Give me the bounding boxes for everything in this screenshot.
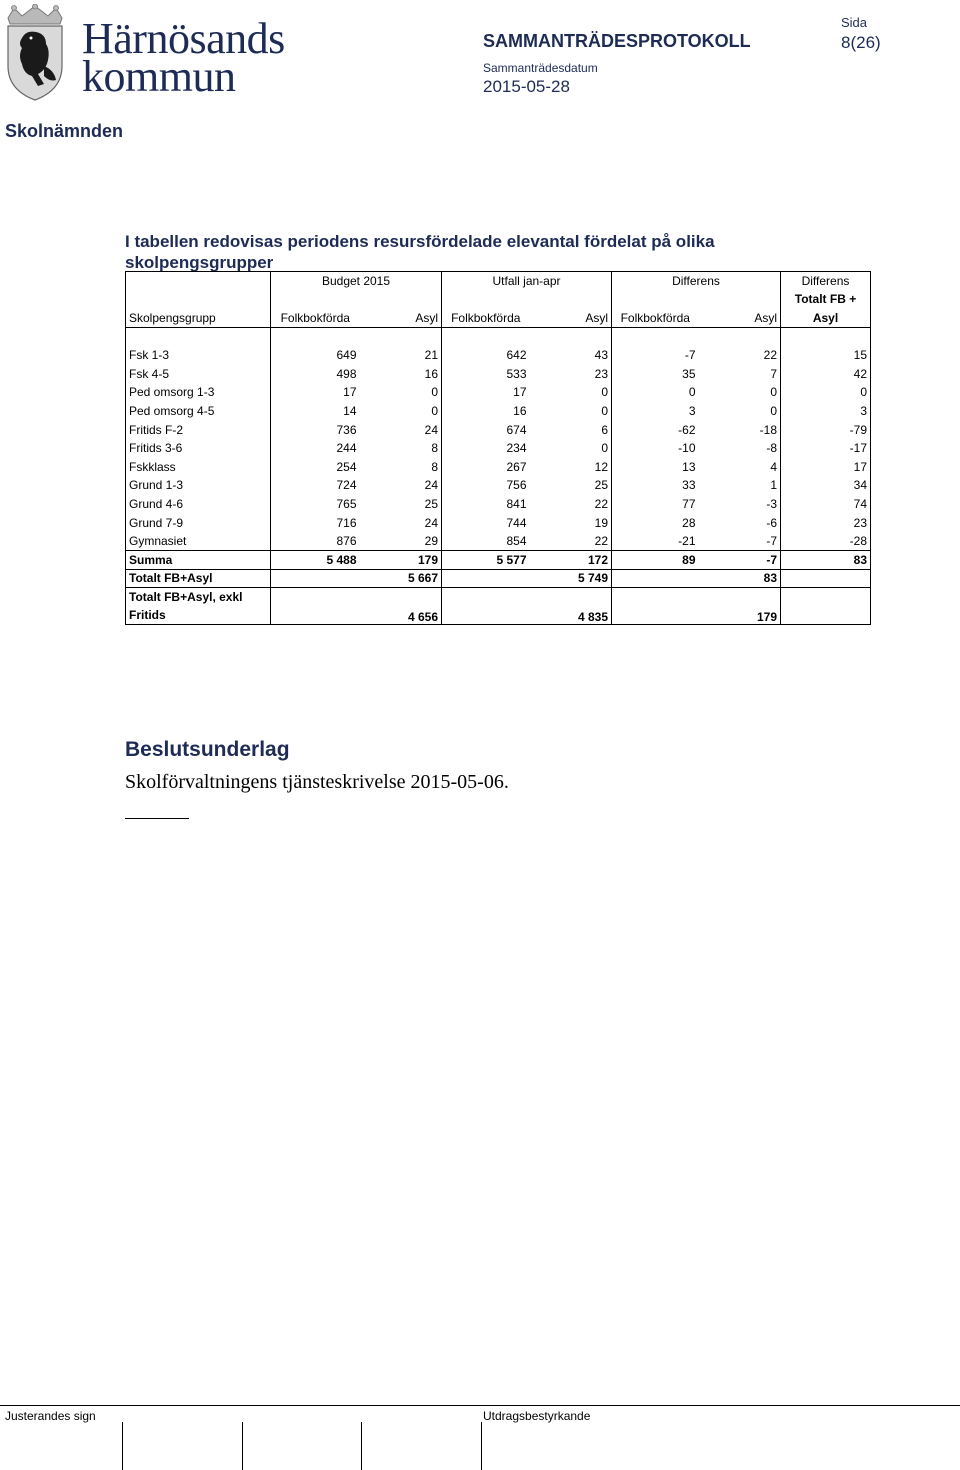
summa-value: 89 (612, 550, 699, 569)
page-number: 8(26) (841, 33, 881, 52)
row-value-cell: 23 (781, 513, 871, 532)
row-value-cell: 267 (506, 459, 527, 474)
header-difference-total-line2: Totalt FB + (781, 290, 871, 309)
meeting-date-value: 2015-05-28 (483, 77, 570, 96)
row-value-cell: -17 (781, 439, 871, 458)
row-value-cell: 34 (781, 476, 871, 495)
table-row (126, 457, 871, 476)
totalt-exkl-label-line1: Totalt FB+Asyl, exkl (129, 590, 243, 605)
row-value-cell: 674 (506, 422, 527, 437)
row-group-label: Grund 4-6 (126, 495, 271, 514)
row-value-cell: 21 (360, 346, 442, 365)
decision-basis-text: Skolförvaltningens tjänsteskrivelse 2015-05-06. (125, 771, 509, 793)
row-value-cell: 74 (781, 495, 871, 514)
summa-value: 5 577 (442, 550, 530, 569)
row-value-cell: 841 (506, 496, 527, 511)
row-group-label: Fsk 1-3 (126, 346, 271, 365)
row-group-label: Grund 7-9 (126, 513, 271, 532)
row-value-cell: 4 (699, 457, 781, 476)
totalt-exkl-label (126, 588, 271, 625)
row-value-cell: 649 (336, 348, 357, 363)
header-cell-empty (271, 290, 360, 309)
municipality-name-line1: Härnösands (82, 14, 285, 63)
column-header-group: Skolpengsgrupp (126, 309, 271, 328)
row-group-label: Fsk 4-5 (126, 364, 271, 383)
row-value-cell: 23 (530, 364, 612, 383)
summa-row (126, 550, 871, 569)
row-value-cell: 0 (699, 383, 781, 402)
row-value-cell: 22 (530, 532, 612, 551)
row-group-label: Ped omsorg 1-3 (126, 383, 271, 402)
row-value-cell: 254 (336, 459, 357, 474)
municipality-name-line2: kommun (82, 52, 236, 101)
row-value-cell: 8 (360, 439, 442, 458)
row-value-cell: 22 (530, 495, 612, 514)
row-value-cell: 35 (682, 366, 696, 381)
row-value-cell: 12 (530, 457, 612, 476)
row-group-label: Fskklass (126, 457, 271, 476)
row-value-cell: 42 (781, 364, 871, 383)
row-value-cell: 17 (343, 385, 357, 400)
row-value-cell: -62 (678, 422, 696, 437)
totalt-exkl-value: 179 (612, 588, 781, 625)
column-header-budget-fb: Folkbokförda (271, 309, 360, 328)
summa-value: 5 488 (271, 550, 360, 569)
row-value-cell: 77 (682, 496, 696, 511)
row-value-cell: 756 (506, 478, 527, 493)
row-value-cell: 533 (506, 366, 527, 381)
totalt-exkl-value: 4 835 (442, 588, 612, 625)
row-value-cell: 765 (336, 496, 357, 511)
group-header-row (126, 272, 871, 291)
row-value-cell: -7 (699, 532, 781, 551)
summa-value: 83 (781, 550, 871, 569)
extract-certification-label: Utdragsbestyrkande (483, 1409, 591, 1423)
row-group-label: Fritids 3-6 (126, 439, 271, 458)
totalt-row (126, 569, 871, 588)
signature-box-divider (361, 1422, 362, 1470)
column-header-diff-fb: Folkbokförda (612, 309, 699, 328)
row-value-cell: 736 (336, 422, 357, 437)
row-value-cell: 0 (530, 439, 612, 458)
spacer-cell (699, 327, 781, 346)
spacer-cell (271, 327, 360, 346)
totalt-exkl-label-line2: Fritids (129, 608, 166, 623)
row-value-cell: 24 (360, 476, 442, 495)
committee-name: Skolnämnden (5, 121, 124, 141)
row-value-cell: 876 (336, 533, 357, 548)
signature-box-divider (122, 1422, 123, 1470)
row-value-cell: 0 (530, 402, 612, 421)
row-value-cell: 29 (360, 532, 442, 551)
row-value-cell: -10 (678, 441, 696, 456)
row-value-cell: 1 (699, 476, 781, 495)
decision-basis-heading: Beslutsunderlag (125, 738, 290, 761)
row-value-cell: 25 (360, 495, 442, 514)
row-value-cell: 13 (682, 459, 696, 474)
header-cell-empty (699, 290, 781, 309)
row-group-label: Grund 1-3 (126, 476, 271, 495)
row-value-cell: 24 (360, 513, 442, 532)
table-row (126, 383, 871, 402)
row-value-cell: 43 (530, 346, 612, 365)
row-value-cell: 0 (699, 402, 781, 421)
row-value-cell: -7 (684, 348, 696, 363)
spacer-cell (530, 327, 612, 346)
row-value-cell: -3 (699, 495, 781, 514)
row-value-cell: 17 (781, 457, 871, 476)
row-value-cell: 8 (360, 457, 442, 476)
row-value-cell: -18 (699, 420, 781, 439)
spacer-cell (442, 327, 530, 346)
spacer-cell (360, 327, 442, 346)
row-value-cell: 0 (781, 383, 871, 402)
header-cell-empty (126, 272, 271, 291)
spacer-row (126, 327, 871, 346)
footer-divider (0, 1405, 960, 1406)
table-row (126, 402, 871, 421)
spacer-cell (781, 327, 871, 346)
totalt-value: 83 (612, 569, 781, 588)
summa-value: 179 (360, 550, 442, 569)
row-value-cell: 17 (513, 385, 527, 400)
row-group-label: Ped omsorg 4-5 (126, 402, 271, 421)
table-row (126, 439, 871, 458)
group-header-outcome: Utfall jan-apr (442, 272, 612, 291)
totalt-exkl-value: 4 656 (271, 588, 442, 625)
decision-divider-line (125, 818, 189, 819)
meeting-date-label: Sammanträdesdatum (483, 61, 598, 75)
row-value-cell: 244 (336, 441, 357, 456)
table-row (126, 495, 871, 514)
column-header-outcome-fb: Folkbokförda (442, 309, 530, 328)
row-value-cell: 854 (506, 533, 527, 548)
column-header-outcome-asyl: Asyl (530, 309, 612, 328)
header-cell-empty (442, 290, 530, 309)
row-value-cell: 0 (360, 402, 442, 421)
row-value-cell: 28 (682, 515, 696, 530)
group-header-budget: Budget 2015 (271, 272, 442, 291)
table-row (126, 513, 871, 532)
table-body (126, 346, 871, 551)
document-title: SAMMANTRÄDESPROTOKOLL (483, 31, 751, 51)
row-value-cell: 498 (336, 366, 357, 381)
header-cell-empty (360, 290, 442, 309)
group-header-difference-total: Differens (781, 272, 871, 291)
totalt-exkl-empty-cell (781, 588, 871, 625)
signature-footer (0, 1405, 960, 1470)
signature-box-divider (242, 1422, 243, 1470)
totalt-empty-cell (781, 569, 871, 588)
row-value-cell: -21 (678, 533, 696, 548)
totalt-value: 5 667 (271, 569, 442, 588)
row-group-label: Gymnasiet (126, 532, 271, 551)
table-row (126, 532, 871, 551)
column-header-diff-asyl: Asyl (699, 309, 781, 328)
totalt-exkl-row (126, 588, 871, 625)
table-row (126, 476, 871, 495)
row-value-cell: -6 (699, 513, 781, 532)
row-value-cell: -28 (781, 532, 871, 551)
row-value-cell: 0 (530, 383, 612, 402)
table-row (126, 364, 871, 383)
row-value-cell: 234 (506, 441, 527, 456)
table-row (126, 346, 871, 365)
column-header-row (126, 309, 871, 328)
row-value-cell: 14 (343, 403, 357, 418)
totalt-label: Totalt FB+Asyl (126, 569, 271, 588)
summa-label: Summa (126, 550, 271, 569)
header-difference-total-line3: Asyl (781, 309, 871, 328)
column-header-budget-asyl: Asyl (360, 309, 442, 328)
municipality-name (82, 14, 285, 101)
table-intro-heading: I tabellen redovisas periodens resursfördelade elevantal fördelat på olika skolpengsgrupper (125, 232, 715, 272)
group-header-row-2 (126, 290, 871, 309)
row-value-cell: 3 (781, 402, 871, 421)
summa-value: -7 (699, 550, 781, 569)
row-value-cell: 0 (688, 385, 696, 400)
row-value-cell: 19 (530, 513, 612, 532)
spacer-cell (612, 327, 699, 346)
row-value-cell: 22 (699, 346, 781, 365)
row-value-cell: 0 (360, 383, 442, 402)
row-value-cell: -79 (781, 420, 871, 439)
row-value-cell: 24 (360, 420, 442, 439)
signature-box-divider (481, 1422, 482, 1470)
row-value-cell: 6 (530, 420, 612, 439)
row-group-label: Fritids F-2 (126, 420, 271, 439)
row-value-cell: 642 (506, 348, 527, 363)
row-value-cell: 3 (688, 403, 696, 418)
row-value-cell: -8 (699, 439, 781, 458)
group-header-difference: Differens (612, 272, 781, 291)
row-value-cell: 16 (513, 403, 527, 418)
table-row (126, 420, 871, 439)
student-count-table (125, 271, 871, 625)
row-value-cell: 15 (781, 346, 871, 365)
totalt-value: 5 749 (442, 569, 612, 588)
row-value-cell: 16 (360, 364, 442, 383)
row-value-cell: 7 (699, 364, 781, 383)
header-cell-empty (126, 290, 271, 309)
adjuster-signature-label: Justerandes sign (5, 1409, 96, 1423)
beaver-coat-of-arms-icon (4, 4, 66, 102)
row-value-cell: 716 (336, 515, 357, 530)
row-value-cell: 724 (336, 478, 357, 493)
row-value-cell: 744 (506, 515, 527, 530)
header-cell-empty (530, 290, 612, 309)
summa-value: 172 (530, 550, 612, 569)
page-label: Sida (841, 15, 868, 30)
header-cell-empty (612, 290, 699, 309)
spacer-cell (126, 327, 271, 346)
row-value-cell: 33 (682, 478, 696, 493)
row-value-cell: 25 (530, 476, 612, 495)
